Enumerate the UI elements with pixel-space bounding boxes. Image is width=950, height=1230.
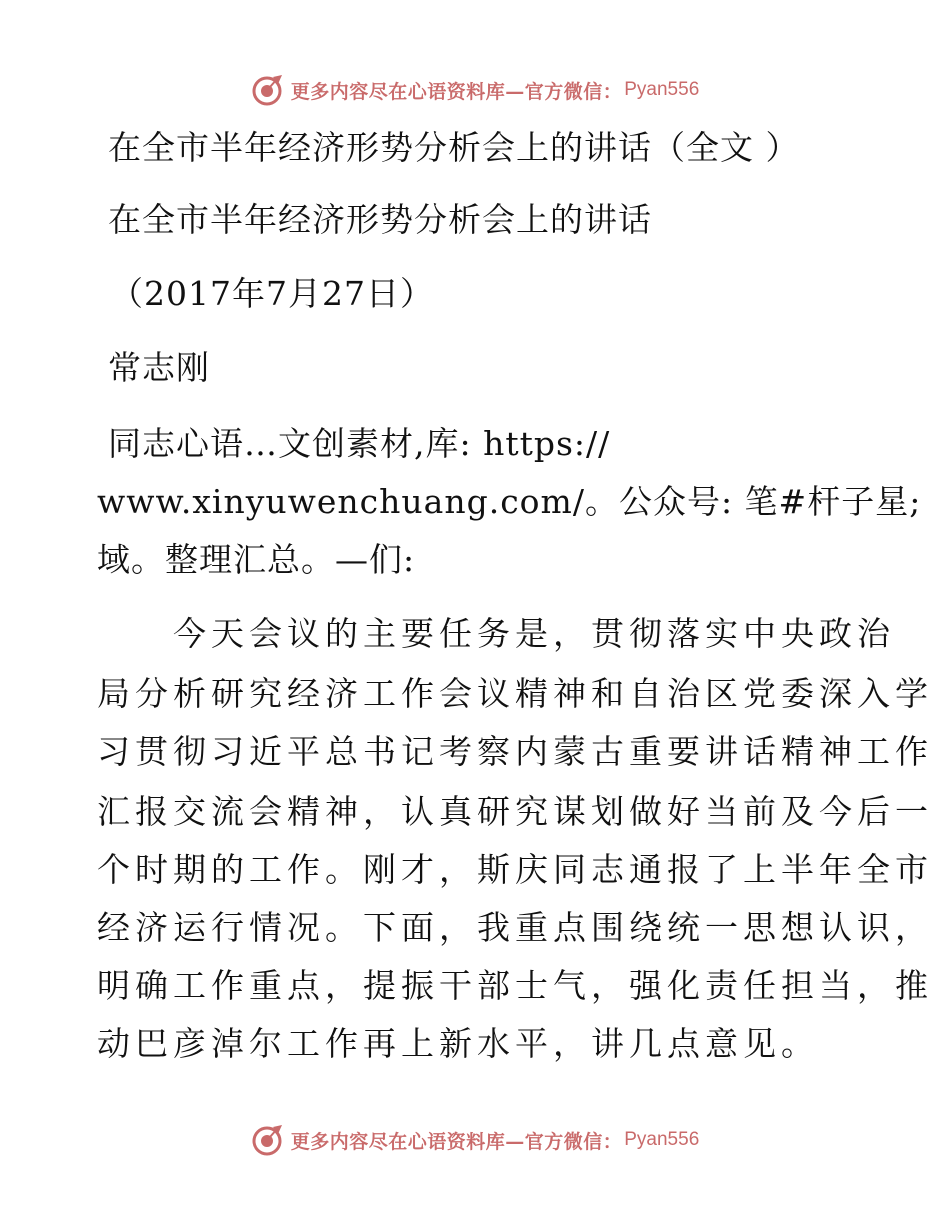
body-line: 局分析研究经济工作会议精神和自治区党委深入学 [97, 674, 933, 713]
header-watermark [0, 70, 950, 110]
watermark-text: 更多内容尽在心语资料库—官方微信： [290, 1130, 623, 1153]
body-line: 个时期的工作。刚才，斯庆同志通报了上半年全市 [97, 850, 933, 889]
doc-title-full: 在全市半年经济形势分析会上的讲话（全文 ） [108, 128, 800, 167]
body-line: 经济运行情况。下面，我重点围绕统一思想认识， [97, 908, 933, 947]
body-line: 今天会议的主要任务是，贯彻落实中央政治 [97, 614, 895, 653]
doc-date: （2017年7月27日） [110, 274, 434, 313]
watermark-text: 更多内容尽在心语资料库—官方微信： [290, 80, 623, 103]
pen-logo-icon [251, 73, 285, 107]
watermark-wechat-id: Pyan556 [624, 79, 700, 100]
doc-author: 常志刚 [108, 348, 210, 387]
pen-logo-icon [251, 1123, 285, 1157]
intro-line-3: 域。整理汇总。—们: [97, 540, 416, 579]
body-line: 汇报交流会精神，认真研究谋划做好当前及今后一 [97, 792, 933, 831]
body-line: 明确工作重点，提振干部士气，强化责任担当，推 [97, 966, 933, 1005]
footer-watermark [0, 1120, 950, 1160]
watermark-wechat-id: Pyan556 [624, 1129, 700, 1150]
intro-line-2: www.xinyuwenchuang.com/。公众号: 笔#杆子星; [97, 482, 922, 521]
body-line: 动巴彦淖尔工作再上新水平，讲几点意见。 [97, 1024, 819, 1063]
body-line: 习贯彻习近平总书记考察内蒙古重要讲话精神工作 [97, 732, 933, 771]
intro-line-1: 同志心语…文创素材,库: https:// [108, 424, 611, 463]
doc-title: 在全市半年经济形势分析会上的讲话 [108, 200, 652, 239]
